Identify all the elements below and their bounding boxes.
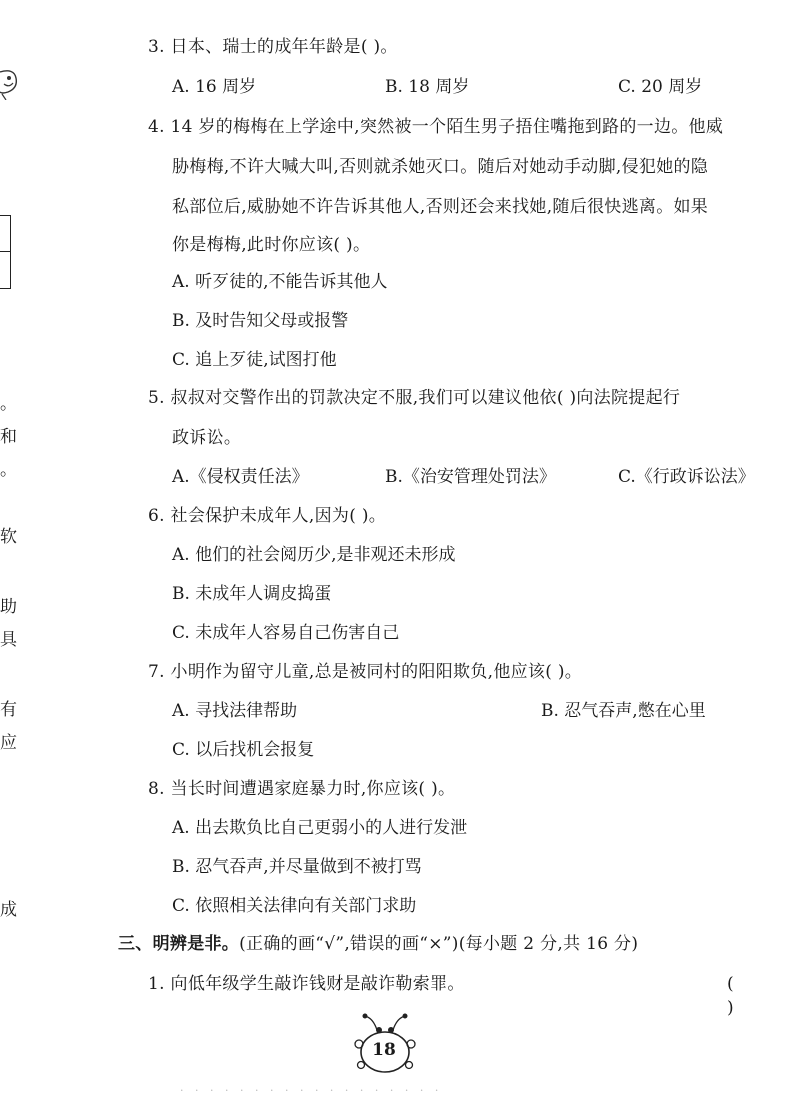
question-6-option-c: C. 未成年人容易自己伤害自己 bbox=[172, 623, 400, 643]
footer-faint-text: · · · · · · · · · · · · · · · · · · bbox=[180, 1084, 443, 1097]
section-3-title: 三、明辨是非。 bbox=[118, 934, 240, 954]
question-6-option-b: B. 未成年人调皮捣蛋 bbox=[172, 584, 332, 604]
question-6-stem: 6. 社会保护未成年人,因为( )。 bbox=[148, 506, 387, 526]
question-4-option-c: C. 追上歹徒,试图打他 bbox=[172, 350, 337, 370]
edge-fragment-char: 具 bbox=[0, 630, 17, 650]
question-4-option-b: B. 及时告知父母或报警 bbox=[172, 311, 349, 331]
question-3-stem: 3. 日本、瑞士的成年年龄是( )。 bbox=[148, 37, 398, 57]
edge-fragment-char: 。 bbox=[0, 394, 17, 414]
question-4-line: 你是梅梅,此时你应该( )。 bbox=[172, 235, 371, 255]
question-7-option-a: A. 寻找法律帮助 bbox=[172, 701, 298, 721]
question-3-option-a: A. 16 周岁 bbox=[172, 77, 257, 97]
question-7-option-b: B. 忍气吞声,憋在心里 bbox=[541, 701, 706, 721]
section-3-item-1: 1. 向低年级学生敲诈钱财是敲诈勒索罪。 bbox=[148, 974, 465, 994]
question-7-option-c: C. 以后找机会报复 bbox=[172, 740, 315, 760]
mascot-fragment-icon bbox=[0, 64, 22, 100]
answer-blank: ( ) bbox=[727, 974, 764, 1018]
question-5-option-c: C.《行政诉讼法》 bbox=[618, 467, 755, 487]
question-8-option-a: A. 出去欺负比自己更弱小的人进行发泄 bbox=[172, 818, 468, 838]
question-5-option-b: B.《治安管理处罚法》 bbox=[385, 467, 556, 487]
edge-fragment-char: 。 bbox=[0, 460, 17, 480]
question-6-option-a: A. 他们的社会阅历少,是非观还未形成 bbox=[172, 545, 456, 565]
question-3-option-c: C. 20 周岁 bbox=[618, 77, 703, 97]
edge-table-fragment bbox=[0, 215, 11, 289]
question-4-line: 4. 14 岁的梅梅在上学途中,突然被一个陌生男子捂住嘴拖到路的一边。他威 bbox=[148, 117, 724, 137]
question-4-option-a: A. 听歹徒的,不能告诉其他人 bbox=[172, 272, 388, 292]
question-3-option-b: B. 18 周岁 bbox=[385, 77, 470, 97]
question-4-line: 私部位后,威胁她不许告诉其他人,否则还会来找她,随后很快逃离。如果 bbox=[172, 197, 709, 217]
question-8-option-b: B. 忍气吞声,并尽量做到不被打骂 bbox=[172, 857, 422, 877]
section-3-heading bbox=[118, 932, 638, 956]
question-8-option-c: C. 依照相关法律向有关部门求助 bbox=[172, 896, 417, 916]
page-number: 18 bbox=[372, 1040, 396, 1060]
question-8-stem: 8. 当长时间遭遇家庭暴力时,你应该( )。 bbox=[148, 779, 456, 799]
question-4-line: 胁梅梅,不许大喊大叫,否则就杀她灭口。随后对她动手动脚,侵犯她的隐 bbox=[172, 157, 709, 177]
question-5-option-a: A.《侵权责任法》 bbox=[172, 467, 309, 487]
edge-fragment-char: 助 bbox=[0, 597, 17, 617]
edge-fragment-char: 成 bbox=[0, 900, 17, 920]
edge-fragment-char: 有 bbox=[0, 700, 17, 720]
section-3-instructions: (正确的画“√”,错误的画“×”)(每小题 2 分,共 16 分) bbox=[239, 934, 639, 954]
edge-fragment-char: 软 bbox=[0, 527, 17, 547]
edge-fragment-char: 和 bbox=[0, 427, 17, 447]
question-5-line: 5. 叔叔对交警作出的罚款决定不服,我们可以建议他依( )向法院提起行 bbox=[148, 388, 681, 408]
edge-fragment-char: 应 bbox=[0, 733, 17, 753]
question-7-stem: 7. 小明作为留守儿童,总是被同村的阳阳欺负,他应该( )。 bbox=[148, 662, 583, 682]
question-5-line: 政诉讼。 bbox=[172, 428, 242, 448]
